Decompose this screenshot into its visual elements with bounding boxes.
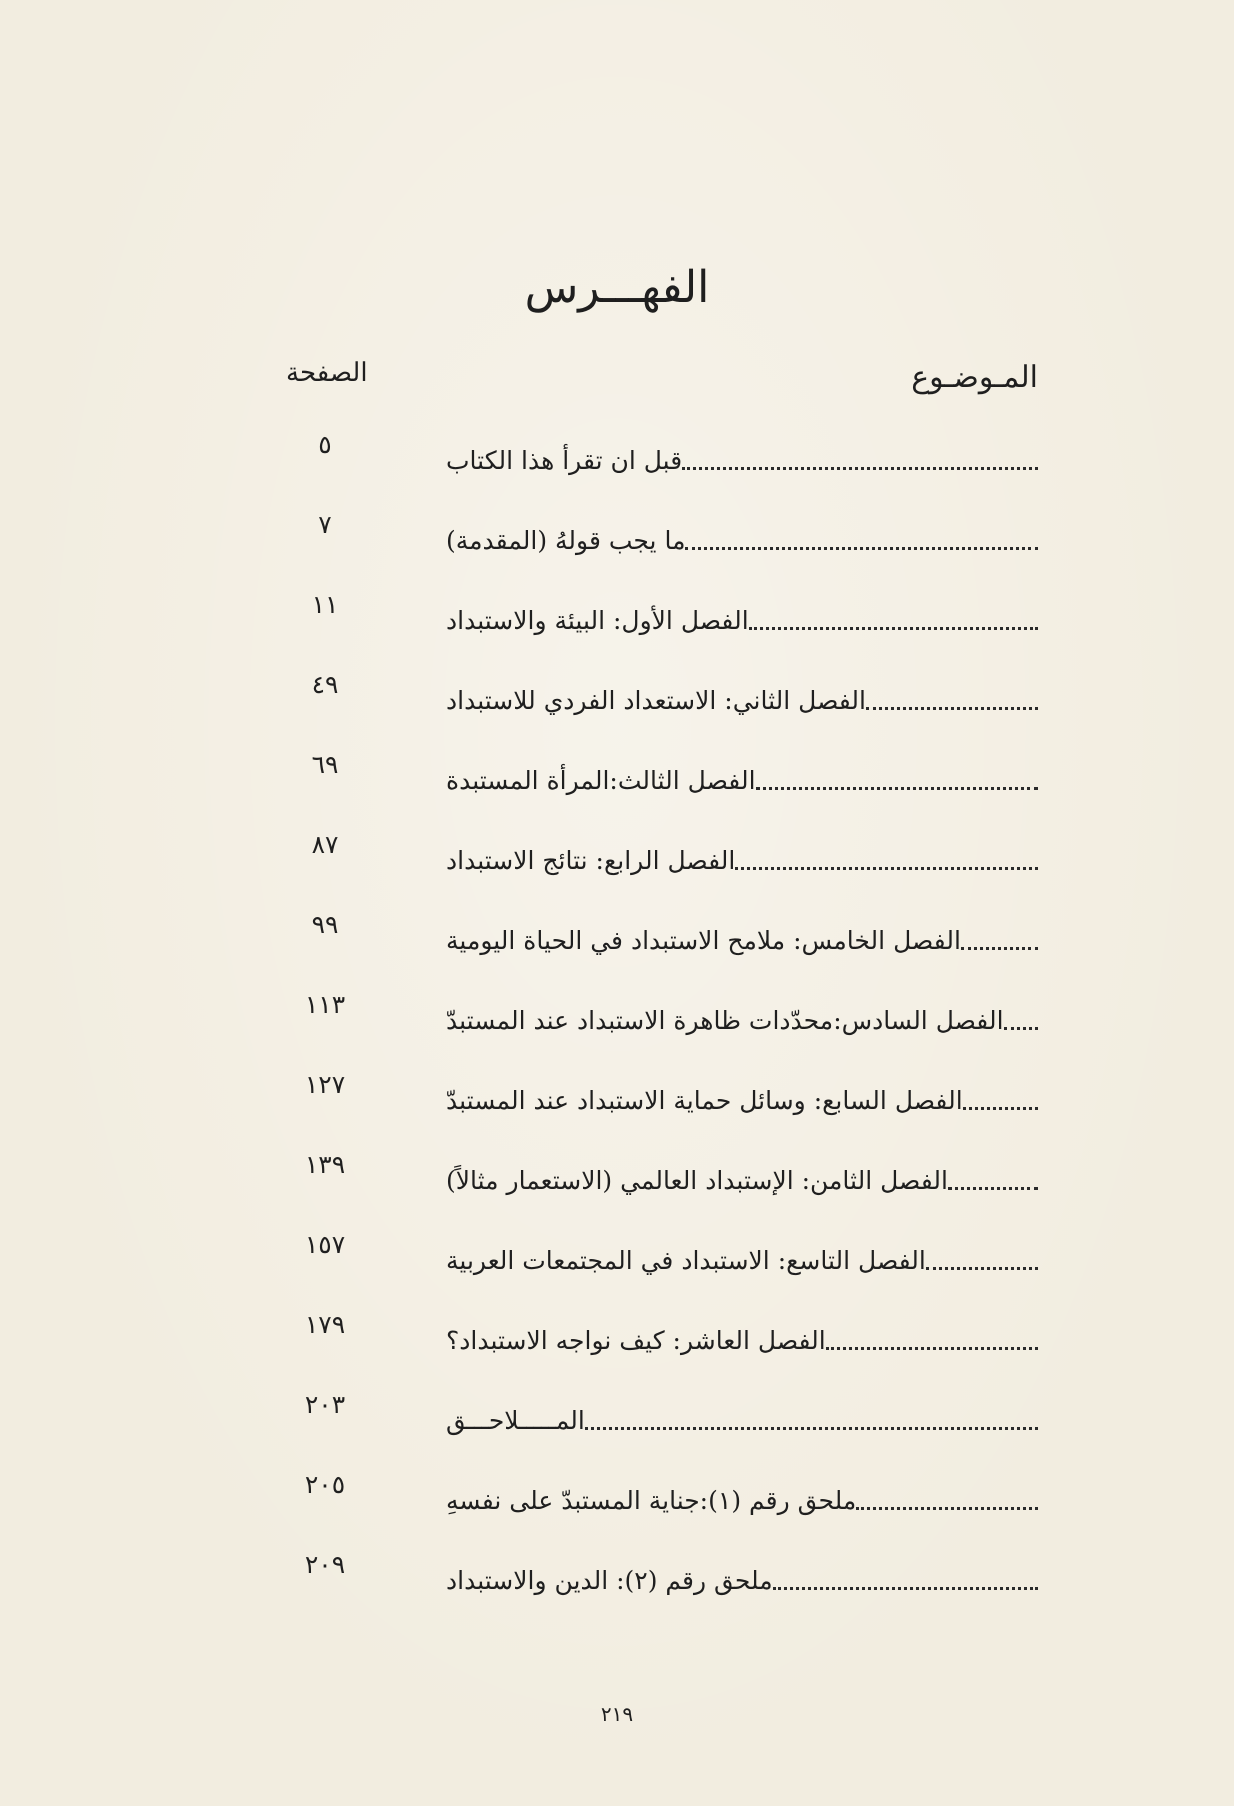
- toc-entry: [0, 670, 1234, 720]
- toc-entry-page-number: ١٧٩: [304, 1310, 346, 1339]
- toc-entry-page-number: ٦٩: [311, 750, 339, 779]
- toc-entry: [0, 1390, 1234, 1440]
- toc-entry-page-number: ١١٣: [304, 990, 346, 1019]
- toc-entry: [0, 1470, 1234, 1520]
- toc-entry-line: [440, 590, 1038, 640]
- toc-entry-title: الفصل الأول: البيئة والاستبداد: [446, 606, 749, 635]
- toc-entry-title: الفصل العاشر: كيف نواجه الاستبداد؟: [446, 1326, 826, 1355]
- toc-entry-title: قبل ان تقرأ هذا الكتاب: [446, 446, 683, 475]
- toc-entry-page-number: ١٢٧: [304, 1070, 346, 1099]
- toc-entry: [0, 1070, 1234, 1120]
- toc-entry-line: [440, 430, 1038, 480]
- dot-leader: [963, 1107, 1038, 1110]
- toc-entry-page-number: ١٥٧: [304, 1230, 346, 1259]
- toc-entry: [0, 910, 1234, 960]
- toc-entry-line: [440, 510, 1038, 560]
- toc-entry-line: [440, 1230, 1038, 1280]
- toc-entry-title: الفصل الثامن: الإستبداد العالمي (الاستعمار مثالاً): [446, 1166, 948, 1195]
- dot-leader: [961, 947, 1038, 950]
- toc-entry-line: [440, 1470, 1038, 1520]
- toc-entry: [0, 1230, 1234, 1280]
- toc-entry: [0, 1550, 1234, 1600]
- dot-leader: [749, 627, 1038, 630]
- dot-leader: [585, 1427, 1038, 1430]
- toc-entry-title: الفصل الخامس: ملامح الاستبداد في الحياة اليومية: [446, 926, 961, 955]
- toc-entry: [0, 510, 1234, 560]
- toc-entry-title: الفصل الرابع: نتائج الاستبداد: [446, 846, 736, 875]
- toc-entry-line: [440, 1390, 1038, 1440]
- dot-leader: [1004, 1027, 1038, 1030]
- dot-leader: [773, 1587, 1038, 1590]
- dot-leader: [756, 787, 1038, 790]
- toc-entry: [0, 430, 1234, 480]
- toc-entry-page-number: ٩٩: [311, 910, 339, 939]
- toc-entry-page-number: ٤٩: [311, 670, 339, 699]
- toc-entry-title: الفصل الثاني: الاستعداد الفردي للاستبداد: [446, 686, 866, 715]
- toc-entry-title: ملحق رقم (١):جناية المستبدّ على نفسهِ: [446, 1486, 857, 1515]
- toc-entry-line: [440, 910, 1038, 960]
- dot-leader: [682, 467, 1038, 470]
- dot-leader: [948, 1187, 1038, 1190]
- toc-entry-line: [440, 1310, 1038, 1360]
- toc-entry-line: [440, 1550, 1038, 1600]
- topic-column-header: المـوضـوع: [911, 360, 1038, 395]
- toc-entry-page-number: ٢٠٩: [304, 1550, 346, 1579]
- toc-entry-page-number: ٢٠٥: [304, 1470, 346, 1499]
- toc-entry: [0, 590, 1234, 640]
- toc-entry-line: [440, 1150, 1038, 1200]
- toc-entry-title: ملحق رقم (٢): الدين والاستبداد: [446, 1566, 773, 1595]
- toc-entry-page-number: ٨٧: [311, 830, 339, 859]
- toc-entry-title: ما يجب قولهُ (المقدمة): [446, 526, 686, 555]
- dot-leader: [856, 1507, 1038, 1510]
- dot-leader: [926, 1267, 1038, 1270]
- toc-entry-title: الفصل الثالث:المرأة المستبدة: [446, 766, 756, 795]
- dot-leader: [685, 547, 1038, 550]
- dot-leader: [826, 1347, 1038, 1350]
- toc-entry-line: [440, 1070, 1038, 1120]
- toc-entry-line: [440, 830, 1038, 880]
- toc-entry: [0, 1150, 1234, 1200]
- toc-entry-page-number: ٢٠٣: [304, 1390, 346, 1419]
- toc-entry-title: المـــــلاحـــق: [446, 1406, 585, 1435]
- toc-entry-page-number: ١٣٩: [304, 1150, 346, 1179]
- toc-entry-title: الفصل السادس:محدّدات ظاهرة الاستبداد عند المستبدّ: [446, 1006, 1004, 1035]
- toc-entry-page-number: ٧: [318, 510, 332, 539]
- page-number-footer: ٢١٩: [600, 1702, 634, 1726]
- toc-entry-line: [440, 750, 1038, 800]
- page-column-header: الصفحة: [286, 358, 368, 388]
- toc-entry-line: [440, 990, 1038, 1040]
- toc-entry-page-number: ٥: [318, 430, 332, 459]
- dot-leader: [866, 707, 1038, 710]
- toc-entry-title: الفصل التاسع: الاستبداد في المجتمعات العربية: [446, 1246, 926, 1275]
- page-title: الفهـــرس: [524, 262, 710, 313]
- dot-leader: [735, 867, 1038, 870]
- toc-entry-title: الفصل السابع: وسائل حماية الاستبداد عند المستبدّ: [446, 1086, 963, 1115]
- toc-entry-page-number: ١١: [311, 590, 339, 619]
- toc-entry: [0, 750, 1234, 800]
- toc-entry: [0, 830, 1234, 880]
- toc-entry-line: [440, 670, 1038, 720]
- toc-entry: [0, 990, 1234, 1040]
- toc-entry: [0, 1310, 1234, 1360]
